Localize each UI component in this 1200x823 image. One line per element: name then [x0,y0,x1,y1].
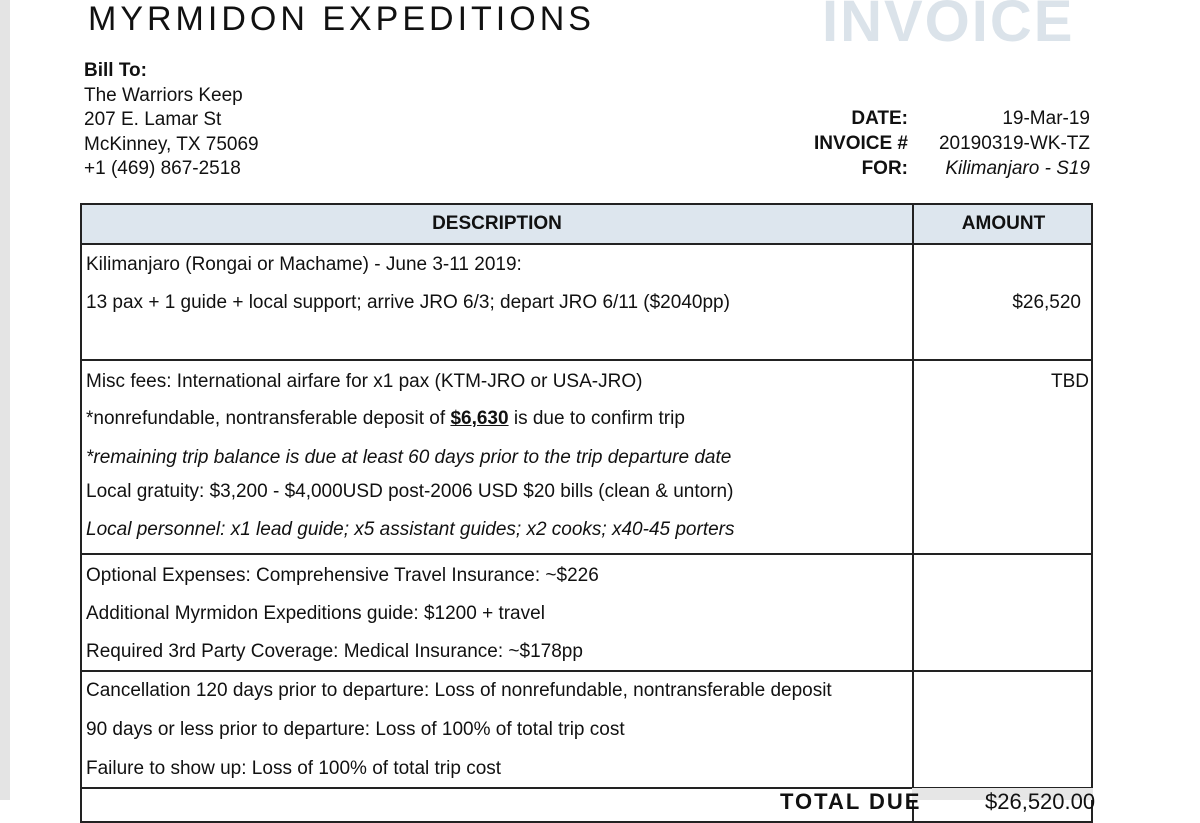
row2-line4: Local gratuity: $3,200 - $4,000USD post-2006 USD $20 bills (clean & untorn) [86,481,734,502]
row1-line1: Kilimanjaro (Rongai or Machame) - June 3-11 2019: [86,254,522,275]
row4-line3: Failure to show up: Loss of 100% of total trip cost [86,758,502,779]
date-value: 19-Mar-19 [1002,108,1090,129]
row3-divider [82,670,1091,672]
deposit-amount: $6,630 [450,408,509,429]
header-divider [82,243,1091,245]
row2-amount: TBD [1051,371,1089,392]
bill-to-street: 207 E. Lamar St [84,109,222,130]
table-header [82,205,1091,243]
company-name: MYRMIDON EXPEDITIONS [88,0,595,38]
row2-line2 [86,408,685,430]
bill-to-block [84,59,259,182]
left-margin-bar [0,0,10,800]
row1-divider [82,359,1091,361]
amount-header: AMOUNT [961,213,1046,234]
row3-line1: Optional Expenses: Comprehensive Travel Insurance: ~$226 [86,565,599,586]
invoice-meta-labels [790,106,908,181]
row4-line2: 90 days or less prior to departure: Loss of 100% of total trip cost [86,719,625,740]
date-label: DATE: [851,108,908,129]
invoice-number-value: 20190319-WK-TZ [938,133,1090,154]
row2-line5: Local personnel: x1 lead guide; x5 assistant guides; x2 cooks; x40-45 porters [86,519,735,540]
column-divider [912,205,914,821]
for-label: FOR: [861,158,908,179]
invoice-meta-values [920,106,1090,181]
deposit-text-end: is due to confirm trip [508,408,685,429]
row2-line1: Misc fees: International airfare for x1 pax (KTM-JRO or USA-JRO) [86,371,643,392]
deposit-text: *nonrefundable, nontransferable deposit of [86,408,451,429]
invoice-table [80,203,1096,823]
row3-line2: Additional Myrmidon Expeditions guide: $1200 + travel [86,603,545,624]
bill-to-city: McKinney, TX 75069 [84,133,259,155]
bill-to-name: The Warriors Keep [84,84,243,106]
for-value: Kilimanjaro - S19 [945,158,1090,179]
row2-line3: *remaining trip balance is due at least 60 days prior to the trip departure date [86,447,732,468]
total-due-label: TOTAL DUE [780,789,922,814]
invoice-title: INVOICE [822,0,1075,54]
invoice-number-label: INVOICE # [814,133,908,154]
row1-amount: $26,520 [1012,292,1081,313]
bill-to-heading: Bill To: [84,60,147,81]
row2-divider [82,553,1091,555]
description-header: DESCRIPTION [432,213,562,234]
bill-to-phone: +1 (469) 867-2518 [84,158,241,179]
row1-line2: 13 pax + 1 guide + local support; arrive JRO 6/3; depart JRO 6/11 ($2040pp) [86,292,730,313]
row4-line1: Cancellation 120 days prior to departure: Loss of nonrefundable, nontransferable deposit [86,680,832,701]
total-due-value: $26,520.00 [985,789,1096,814]
row3-line3: Required 3rd Party Coverage: Medical Insurance: ~$178pp [86,641,583,662]
